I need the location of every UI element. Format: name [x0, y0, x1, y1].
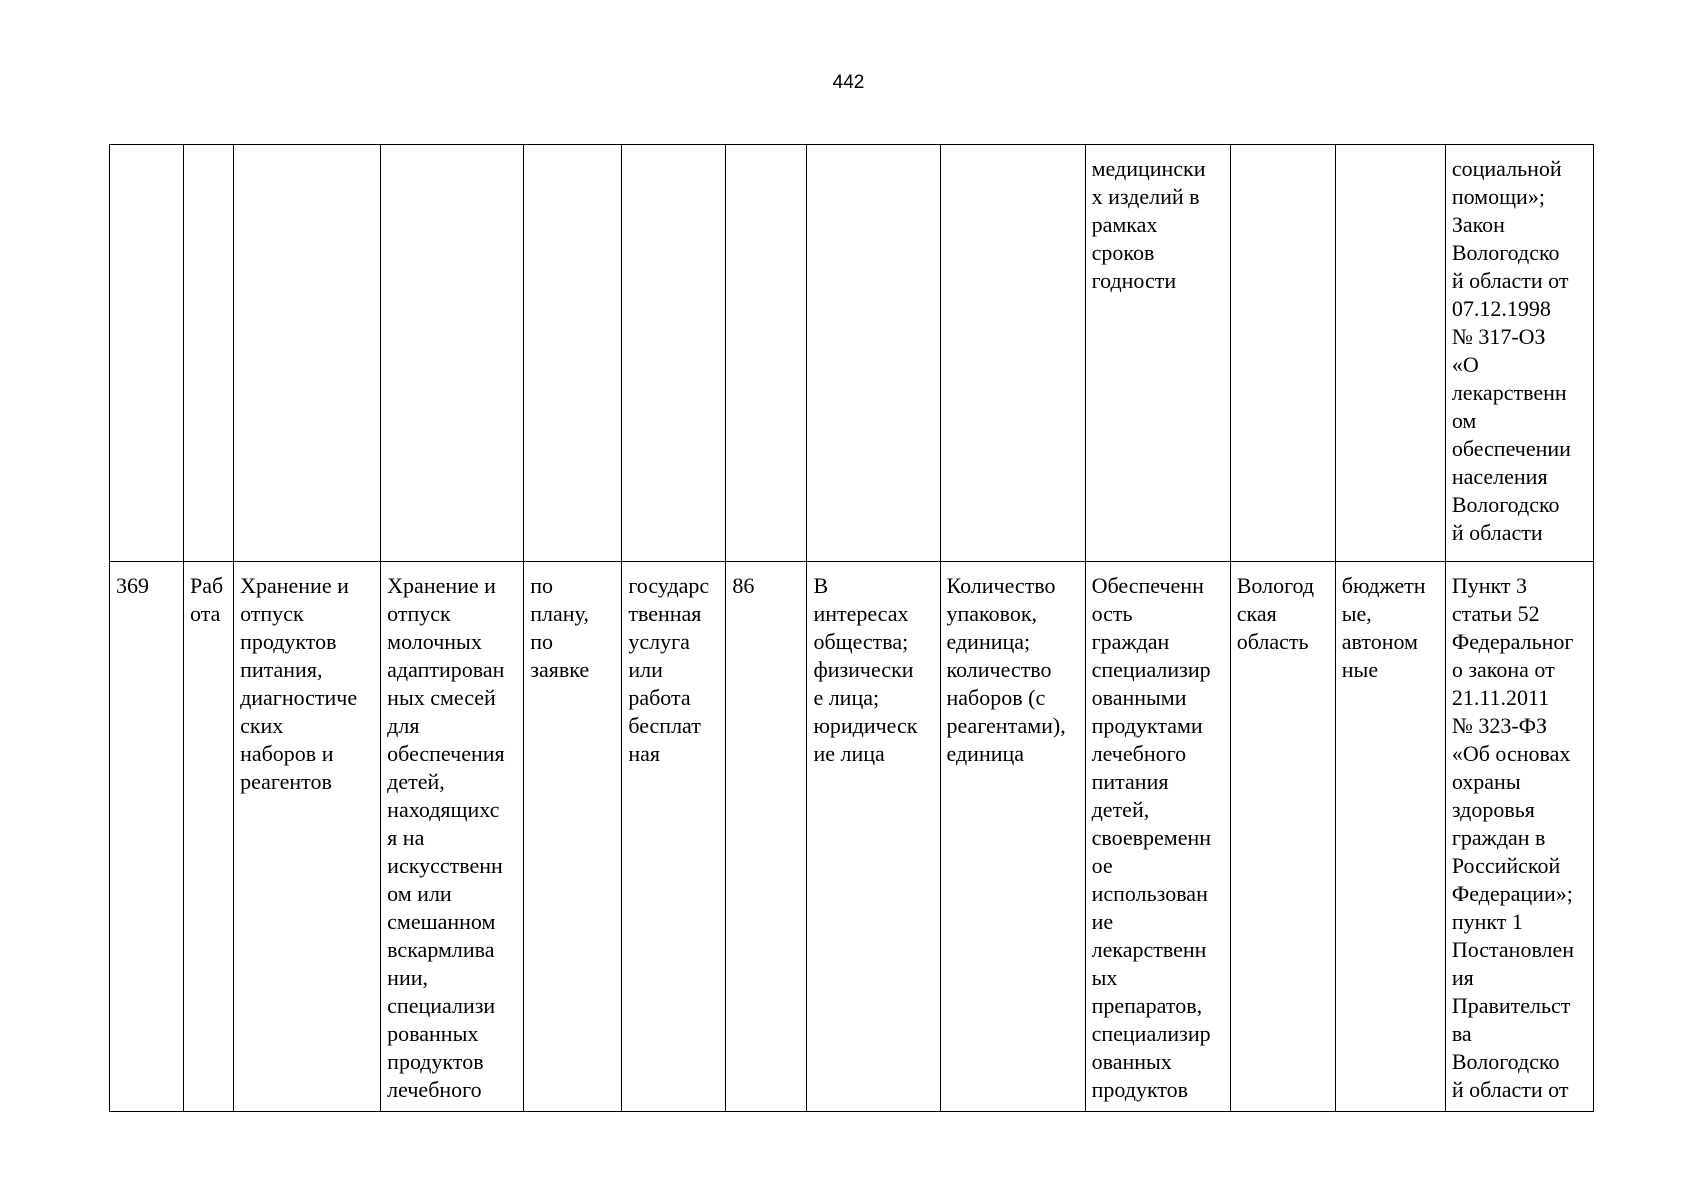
cell-volume-indicator: [940, 145, 1085, 562]
cell-content: [381, 145, 524, 562]
cell-volume-indicator: Количество упаковок, единица; количество наборов (с реагентами), единица: [940, 562, 1085, 1112]
table-row: [110, 562, 1594, 1112]
cell-number: 369: [110, 562, 184, 1112]
cell-legal-basis: социальной помощи»; Закон Вологодско й области от 07.12.1998 № 317-ОЗ «О лекарственн ом обеспечении населения Вологодско й области: [1445, 145, 1593, 562]
cell-legal-basis: Пункт 3 статьи 52 Федеральног о закона от 21.11.2011 № 323-ФЗ «Об основах охраны здоровья граждан в Российской Федерации»; пункт 1 Постановлен ия Правительст ва Вологодско й области от: [1445, 562, 1593, 1112]
cell-institution-type: бюджетн ые, автоном ные: [1335, 562, 1445, 1112]
cell-okved: [726, 145, 807, 562]
cell-okved: 86: [726, 562, 807, 1112]
cell-type: [184, 145, 234, 562]
cell-service-name: Хранение и отпуск продуктов питания, диагностиче ских наборов и реагентов: [234, 562, 381, 1112]
registry-table: [109, 144, 1594, 1112]
page-number: 442: [832, 72, 865, 93]
cell-form: государс твенная услуга или работа бесплат ная: [622, 562, 726, 1112]
cell-conditions: по плану, по заявке: [524, 562, 622, 1112]
cell-region: Вологод ская область: [1230, 562, 1335, 1112]
cell-consumers: [807, 145, 940, 562]
cell-number: [110, 145, 184, 562]
cell-service-name: [234, 145, 381, 562]
cell-conditions: [524, 145, 622, 562]
cell-type: Раб ота: [184, 562, 234, 1112]
cell-institution-type: [1335, 145, 1445, 562]
cell-region: [1230, 145, 1335, 562]
cell-form: [622, 145, 726, 562]
cell-quality-indicator: медицински х изделий в рамках сроков годности: [1085, 145, 1230, 562]
cell-consumers: В интересах общества; физически е лица; юридическ ие лица: [807, 562, 940, 1112]
table-row: [110, 145, 1594, 562]
cell-quality-indicator: Обеспеченн ость граждан специализир ованными продуктами лечебного питания детей, своевременн ое использован ие лекарственн ых препаратов, специализир ованных продуктов: [1085, 562, 1230, 1112]
cell-content: Хранение и отпуск молочных адаптирован ных смесей для обеспечения детей, находящихс я на искусственн ом или смешанном вскармлива нии, специализи рованных продуктов лечебного: [381, 562, 524, 1112]
